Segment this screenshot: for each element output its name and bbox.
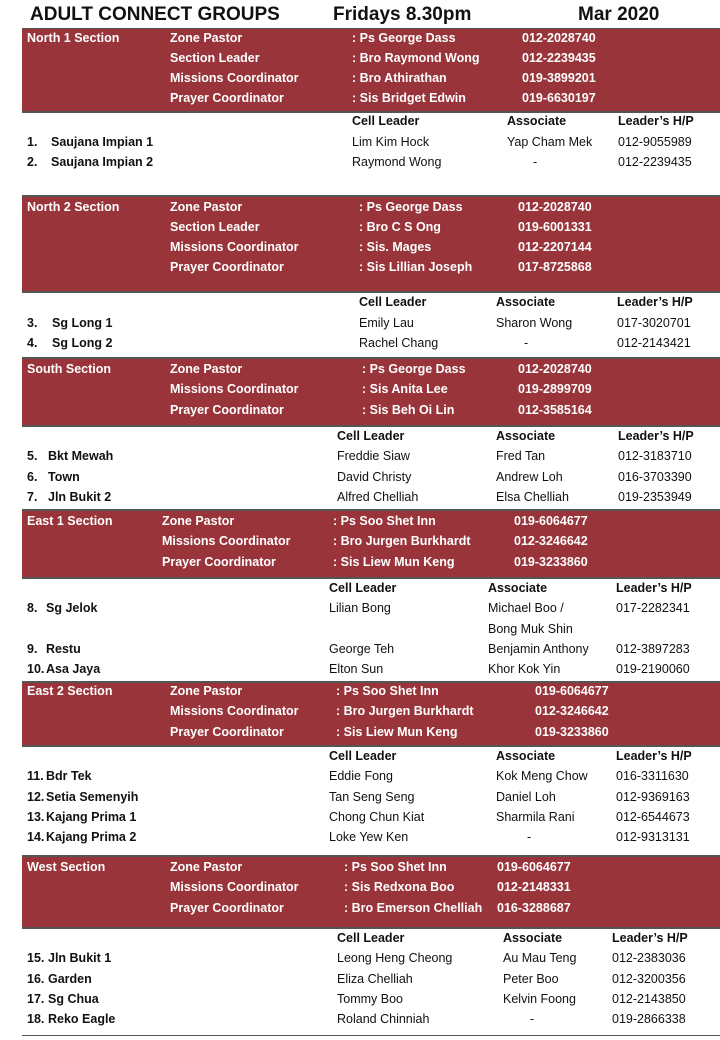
group-number: 6. [27,470,38,484]
role-phone: 019-6064677 [535,684,609,698]
leader-phone: 012-2143850 [612,992,686,1006]
col-head-associate: Associate [507,114,567,128]
role-label: Missions Coordinator [170,240,299,254]
associate: Michael Boo / [488,601,564,615]
associate: Khor Kok Yin [488,662,561,676]
role-phone: 019-6001331 [518,220,592,234]
col-head-cell-leader: Cell Leader [337,931,405,945]
role-label: Zone Pastor [170,31,243,45]
col-head-leader-hp: Leader’s H/P [616,749,692,763]
cell-leader: George Teh [329,642,395,656]
role-phone: 019-2899709 [518,382,592,396]
leader-phone: 012-2383036 [612,951,686,965]
group-number: 5. [27,449,38,463]
role-person: : Ps Soo Shet Inn [344,860,447,874]
groups-block-west [22,928,720,1036]
cell-leader: Freddie Siaw [337,449,410,463]
cell-leader: Chong Chun Kiat [329,810,425,824]
role-person: : Sis Liew Mun Keng [333,555,455,569]
col-head-leader-hp: Leader’s H/P [618,114,694,128]
section-band-east-1 [22,510,720,578]
group-number: 11. [27,769,44,783]
section-name: West Section [27,860,106,874]
col-head-leader-hp: Leader’s H/P [616,581,692,595]
section-band-north-2 [22,196,720,292]
role-person: : Sis Liew Mun Keng [336,725,458,739]
group-name: Sg Long 2 [52,336,113,350]
group-number: 17. [27,992,45,1006]
leader-phone: 012-9055989 [618,135,692,149]
section-band-south [22,358,720,426]
role-label: Missions Coordinator [162,534,291,548]
role-label: Zone Pastor [170,362,243,376]
associate: - [524,336,529,350]
leader-phone: 012-3183710 [618,449,692,463]
role-person: : Sis. Mages [359,240,432,254]
role-person: : Sis Bridget Edwin [352,91,466,105]
leader-phone: 017-2282341 [616,601,690,615]
leader-phone: 012-2239435 [618,155,692,169]
col-head-associate: Associate [496,429,556,443]
group-number: 7. [27,490,38,504]
cell-leader: Rachel Chang [359,336,439,350]
role-person: : Ps George Dass [362,362,466,376]
role-phone: 012-3246642 [535,704,609,718]
role-phone: 012-2207144 [518,240,592,254]
leader-phone: 016-3703390 [618,470,692,484]
role-person: : Sis Redxona Boo [344,880,455,894]
leader-phone: 012-3200356 [612,972,686,986]
group-number: 16. [27,972,45,986]
leader-phone: 019-2190060 [616,662,690,676]
col-head-associate: Associate [488,581,548,595]
role-person: : Ps Soo Shet Inn [333,514,436,528]
col-head-cell-leader: Cell Leader [329,581,397,595]
section-name: East 1 Section [27,514,113,528]
cell-leader: Lilian Bong [329,601,391,615]
role-person: : Bro Athirathan [352,71,447,85]
group-name: Jln Bukit 1 [48,951,112,965]
role-label: Prayer Coordinator [170,901,284,915]
associate: Sharmila Rani [496,810,575,824]
associate: Peter Boo [503,972,559,986]
associate: - [527,830,532,844]
role-person: : Sis Beh Oi Lin [362,403,455,417]
role-person: : Ps George Dass [359,200,463,214]
role-label: Prayer Coordinator [170,260,284,274]
role-label: Zone Pastor [170,684,243,698]
cell-leader: Elton Sun [329,662,384,676]
associate: Kelvin Foong [503,992,576,1006]
role-person: : Bro Jurgen Burkhardt [336,704,474,718]
groups-block-north-1 [22,112,720,196]
group-number: 1. [27,135,38,149]
role-phone: 019-6630197 [522,91,596,105]
group-number: 8. [27,601,38,615]
role-person: : Sis Anita Lee [362,382,448,396]
group-name: Bdr Tek [46,769,92,783]
leader-phone: 019-2353949 [618,490,692,504]
leader-phone: 012-9313131 [616,830,690,844]
role-label: Zone Pastor [162,514,235,528]
cell-leader: Raymond Wong [352,155,442,169]
section-band-west [22,856,720,928]
leader-phone: 012-2143421 [617,336,691,350]
role-phone: 012-2028740 [518,362,592,376]
cell-leader: Tan Seng Seng [329,790,415,804]
group-number: 12. [27,790,45,804]
cell-leader: Eliza Chelliah [337,972,413,986]
schedule-date: Mar 2020 [578,4,660,25]
role-label: Prayer Coordinator [170,725,284,739]
role-phone: 012-2148331 [497,880,571,894]
leader-phone: 016-3311630 [616,769,689,783]
group-number: 2. [27,155,38,169]
role-label: Section Leader [170,51,260,65]
role-phone: 012-3585164 [518,403,592,417]
group-name: Restu [46,642,81,656]
col-head-leader-hp: Leader’s H/P [612,931,688,945]
col-head-associate: Associate [496,295,556,309]
role-label: Section Leader [170,220,260,234]
cell-leader: Emily Lau [359,316,414,330]
group-number: 15. [27,951,45,965]
group-name: Setia Semenyih [46,790,139,804]
cell-leader: Leong Heng Cheong [337,951,453,965]
role-label: Missions Coordinator [170,382,299,396]
group-name: Town [48,470,80,484]
role-label: Prayer Coordinator [170,403,284,417]
role-person: : Bro Jurgen Burkhardt [333,534,471,548]
cell-leader: Tommy Boo [337,992,403,1006]
group-number: 13. [27,810,45,824]
role-phone: 012-2028740 [518,200,592,214]
role-label: Zone Pastor [170,200,243,214]
col-head-cell-leader: Cell Leader [359,295,427,309]
col-head-leader-hp: Leader’s H/P [618,429,694,443]
leader-phone: 012-9369163 [616,790,690,804]
section-name: North 2 Section [27,200,120,214]
group-number: 3. [27,316,38,330]
role-person: : Ps George Dass [352,31,456,45]
group-name: Bkt Mewah [48,449,114,463]
group-name: Saujana Impian 2 [51,155,154,169]
associate: Yap Cham Mek [507,135,593,149]
col-head-associate: Associate [496,749,556,763]
associate: Benjamin Anthony [488,642,589,656]
associate: Fred Tan [496,449,546,463]
group-name: Sg Chua [48,992,99,1006]
associate: Andrew Loh [496,470,563,484]
page-title: ADULT CONNECT GROUPS [30,4,280,25]
leader-phone: 012-3897283 [616,642,690,656]
cell-leader: David Christy [337,470,412,484]
section-band-north-1 [22,28,720,112]
section-name: South Section [27,362,112,376]
role-person: : Bro Raymond Wong [352,51,480,65]
cell-leader: Lim Kim Hock [352,135,430,149]
group-name: Asa Jaya [46,662,101,676]
associate-continued: Bong Muk Shin [488,622,573,636]
group-number: 18. [27,1012,45,1026]
role-phone: 012-3246642 [514,534,588,548]
role-person: : Sis Lillian Joseph [359,260,473,274]
page-header [0,0,720,28]
associate: Daniel Loh [496,790,556,804]
role-person: : Ps Soo Shet Inn [336,684,439,698]
cell-leader: Loke Yew Ken [329,830,409,844]
col-head-cell-leader: Cell Leader [337,429,405,443]
role-phone: 019-3899201 [522,71,596,85]
col-head-cell-leader: Cell Leader [352,114,420,128]
group-name: Sg Long 1 [52,316,113,330]
meeting-time: Fridays 8.30pm [333,4,472,25]
leader-phone: 017-3020701 [617,316,691,330]
associate: Sharon Wong [496,316,573,330]
group-number: 9. [27,642,38,656]
section-name: North 1 Section [27,31,120,45]
role-phone: 019-6064677 [514,514,588,528]
group-number: 14. [27,830,45,844]
group-name: Kajang Prima 1 [46,810,137,824]
groups-block-east-1 [22,578,720,682]
section-band-east-2 [22,682,720,746]
section-name: East 2 Section [27,684,113,698]
role-person: : Bro C S Ong [359,220,441,234]
associate: Elsa Chelliah [496,490,569,504]
group-name: Jln Bukit 2 [48,490,112,504]
associate: Au Mau Teng [503,951,577,965]
leader-phone: 012-6544673 [616,810,690,824]
group-number: 10. [27,662,45,676]
group-number: 4. [27,336,38,350]
role-phone: 019-3233860 [535,725,609,739]
group-name: Sg Jelok [46,601,98,615]
role-phone: 017-8725868 [518,260,592,274]
role-phone: 012-2239435 [522,51,596,65]
leader-phone: 019-2866338 [612,1012,686,1026]
groups-block-north-2 [22,292,720,358]
cell-leader: Alfred Chelliah [337,490,419,504]
cell-leader: Eddie Fong [329,769,393,783]
role-phone: 019-6064677 [497,860,571,874]
associate: - [533,155,538,169]
group-name: Garden [48,972,92,986]
col-head-associate: Associate [503,931,563,945]
role-person: : Bro Emerson Chelliah [344,901,483,915]
groups-block-east-2 [22,746,720,856]
role-phone: 016-3288687 [497,901,571,915]
role-label: Prayer Coordinator [170,91,284,105]
role-label: Missions Coordinator [170,880,299,894]
group-name: Saujana Impian 1 [51,135,154,149]
cell-leader: Roland Chinniah [337,1012,430,1026]
role-label: Missions Coordinator [170,71,299,85]
role-label: Missions Coordinator [170,704,299,718]
associate: Kok Meng Chow [496,769,588,783]
col-head-cell-leader: Cell Leader [329,749,397,763]
role-phone: 019-3233860 [514,555,588,569]
role-label: Zone Pastor [170,860,243,874]
col-head-leader-hp: Leader’s H/P [617,295,693,309]
groups-block-south [22,426,720,510]
group-name: Kajang Prima 2 [46,830,137,844]
role-label: Prayer Coordinator [162,555,276,569]
associate: - [530,1012,535,1026]
group-name: Reko Eagle [48,1012,116,1026]
role-phone: 012-2028740 [522,31,596,45]
